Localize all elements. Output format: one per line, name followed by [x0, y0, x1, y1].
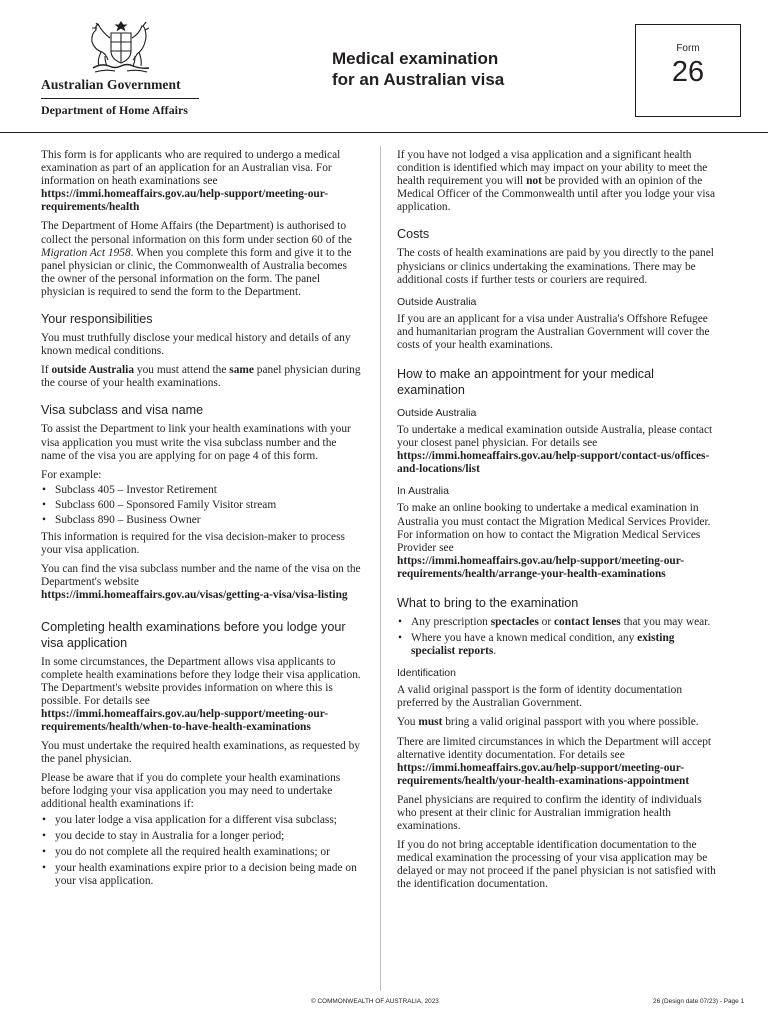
list-item: • you do not complete all the required health examinations; or — [41, 846, 361, 859]
form-number-box — [635, 24, 741, 117]
before-paragraph-1: In some circumstances, the Department allows visa applicants to complete health examinations before they lodge their visa application. The Department's website provides information on where this is possible. For details see https://immi.homeaffairs.gov.au/help-support/meeting-our-requirements/health/when-to-have-health-examinations — [41, 655, 361, 733]
in-australia-paragraph: To make an online booking to undertake a medical examination in Australia you must contact the Migration Medical Services Provider. For information on how to contact the Migration Medical Services Provider see https://immi.homeaffairs.gov.au/help-support/meeting-our-requirements/health/arrange-your-health-examinations — [397, 502, 711, 580]
when-to-have-examinations-link[interactable]: https://immi.homeaffairs.gov.au/help-support/meeting-our-requirements/health/when-to-have-health-examinations — [41, 707, 329, 733]
costs-paragraph: The costs of health examinations are paid by you directly to the panel physicians or clinics undertaking the examinations. There may be additional costs if further tests or couriers are required. — [397, 247, 714, 286]
identification-paragraph-5: If you do not bring acceptable identification documentation to the medical examination the processing of your visa application may be delayed or may not proceed if the panel physician is not satisfied with the identification documentation. — [397, 839, 716, 891]
list-item: • you decide to stay in Australia for a longer period; — [41, 830, 361, 843]
list-item: • you later lodge a visa application for a different visa subclass; — [41, 814, 361, 827]
identification-paragraph-3: There are limited circumstances in which the Department will accept alternative identity documentation. For details see https://immi.homeaffairs.gov.au/help-support/meeting-our-requirements/health/your-health-examinations-appointment — [397, 735, 712, 787]
identification-paragraph-1: A valid original passport is the form of identity documentation preferred by the Australian Government. — [397, 684, 683, 710]
list-item: • Subclass 405 – Investor Retirement — [41, 484, 361, 497]
additional-examinations-list — [41, 814, 361, 888]
right-column — [397, 149, 717, 898]
page-number: 26 (Design date 07/23) - Page 1 — [653, 998, 744, 1005]
list-item: • Subclass 600 – Sponsored Family Visitor stream — [41, 499, 361, 512]
column-divider — [380, 146, 381, 991]
before-paragraph-2: You must undertake the required health examinations, as requested by the panel physician. — [41, 740, 360, 766]
act-name: Migration Act 1958 — [41, 246, 131, 259]
subclass-paragraph-3: This information is required for the visa decision-maker to process your visa application. — [41, 531, 345, 557]
subclass-paragraph-2: For example: — [41, 468, 102, 481]
list-item: • Where you have a known medical condition, any existing specialist reports. — [397, 632, 717, 658]
arrange-examinations-link[interactable]: https://immi.homeaffairs.gov.au/help-support/meeting-our-requirements/health/arrange-your-health-examinations — [397, 554, 685, 580]
subclass-paragraph-4: You can find the visa subclass number and the name of the visa on the Department's website https://immi.homeaffairs.gov.au/visas/getting-a-visa/visa-listing — [41, 563, 361, 602]
responsibilities-paragraph-2: If outside Australia you must attend the same panel physician during the course of your health examinations. — [41, 364, 361, 390]
government-name: Australian Government — [41, 77, 181, 92]
heading-costs: Costs — [397, 227, 430, 242]
offshore-costs-paragraph: If you are an applicant for a visa under Australia's Offshore Refugee and humanitarian program the Australian Government will cover the costs of your health examinations. — [397, 312, 710, 351]
document-title — [332, 48, 504, 90]
title-line-1: Medical examination — [332, 49, 499, 68]
heading-what-to-bring: What to bring to the examination — [397, 595, 579, 610]
list-item: • Any prescription spectacles or contact lenses that you may wear. — [397, 616, 717, 629]
subheading-in-australia: In Australia — [397, 485, 449, 498]
examinations-appointment-link[interactable]: https://immi.homeaffairs.gov.au/help-support/meeting-our-requirements/health/your-health-examinations-appointment — [397, 761, 690, 787]
subclass-examples-list — [41, 484, 361, 527]
logo-divider — [41, 98, 199, 99]
title-line-2: for an Australian visa — [332, 70, 505, 89]
intro-paragraph: This form is for applicants who are required to undergo a medical examination as part of an application for an Australian visa. For information on heath examinations see https://immi.homeaffairs.gov.au/help-support/meeting-our-requirements/health — [41, 149, 341, 214]
list-item: • your health examinations expire prior to a decision being made on your visa application. — [41, 862, 361, 888]
subheading-outside-australia-costs: Outside Australia — [397, 295, 477, 308]
subheading-identification: Identification — [397, 667, 456, 680]
health-requirements-link[interactable]: https://immi.homeaffairs.gov.au/help-support/meeting-our-requirements/health — [41, 188, 329, 214]
outside-appointment-paragraph: To undertake a medical examination outside Australia, please contact your closest panel physician. For details see https://immi.homeaffairs.gov.au/help-support/contact-us/offices-and-locations/list — [397, 424, 713, 476]
heading-responsibilities: Your responsibilities — [41, 312, 153, 327]
opinion-paragraph: If you have not lodged a visa application and a significant health condition is identified which may impact on your ability to meet the health requirement you will not be provided with an opinion of the Medical Officer of the Commonwealth until after you lodge your visa application. — [397, 149, 716, 214]
privacy-paragraph: The Department of Home Affairs (the Department) is authorised to collect the personal information on this form under section 60 of the Migration Act 1958. When you complete this form and give it to the panel physician or clinic, the Commonwealth of Australia becomes the owner of the personal information on the form. The panel physician is required to send the form to the Department. — [41, 220, 352, 298]
left-column — [41, 149, 361, 894]
visa-listing-link[interactable]: https://immi.homeaffairs.gov.au/visas/getting-a-visa/visa-listing — [41, 589, 348, 602]
department-name: Department of Home Affairs — [41, 103, 188, 117]
identification-paragraph-2: You must bring a valid original passport with you where possible. — [397, 716, 699, 729]
copyright-notice: © COMMONWEALTH OF AUSTRALIA, 2023 — [311, 998, 439, 1005]
header-divider — [0, 132, 768, 133]
responsibilities-paragraph-1: You must truthfully disclose your medical history and details of any known medical conditions. — [41, 332, 351, 358]
list-item: • Subclass 890 – Business Owner — [41, 514, 361, 527]
subclass-paragraph-1: To assist the Department to link your health examinations with your visa application you must write the visa subclass number and the name of the visa you are applying for on page 4 of this form. — [41, 423, 351, 462]
heading-make-appointment: How to make an appointment for your medical examination — [397, 367, 654, 398]
heading-before-lodging: Completing health examinations before you lodge your visa application — [41, 619, 346, 650]
subheading-outside-australia-appointment: Outside Australia — [397, 407, 477, 420]
heading-visa-subclass: Visa subclass and visa name — [41, 403, 204, 418]
government-logo — [41, 18, 201, 118]
form-number: 26 — [671, 56, 705, 88]
form-label: Form — [676, 43, 700, 54]
coat-of-arms-icon — [85, 18, 157, 76]
what-to-bring-list — [397, 616, 717, 658]
offices-locations-link[interactable]: https://immi.homeaffairs.gov.au/help-support/contact-us/offices-and-locations/list — [397, 450, 710, 476]
before-paragraph-3: Please be aware that if you do complete your health examinations before lodging your visa application you may need to undertake additional health examinations if: — [41, 772, 341, 811]
identification-paragraph-4: Panel physicians are required to confirm the identity of individuals who present at their clinic for Australian immigration health examinations. — [397, 793, 702, 833]
